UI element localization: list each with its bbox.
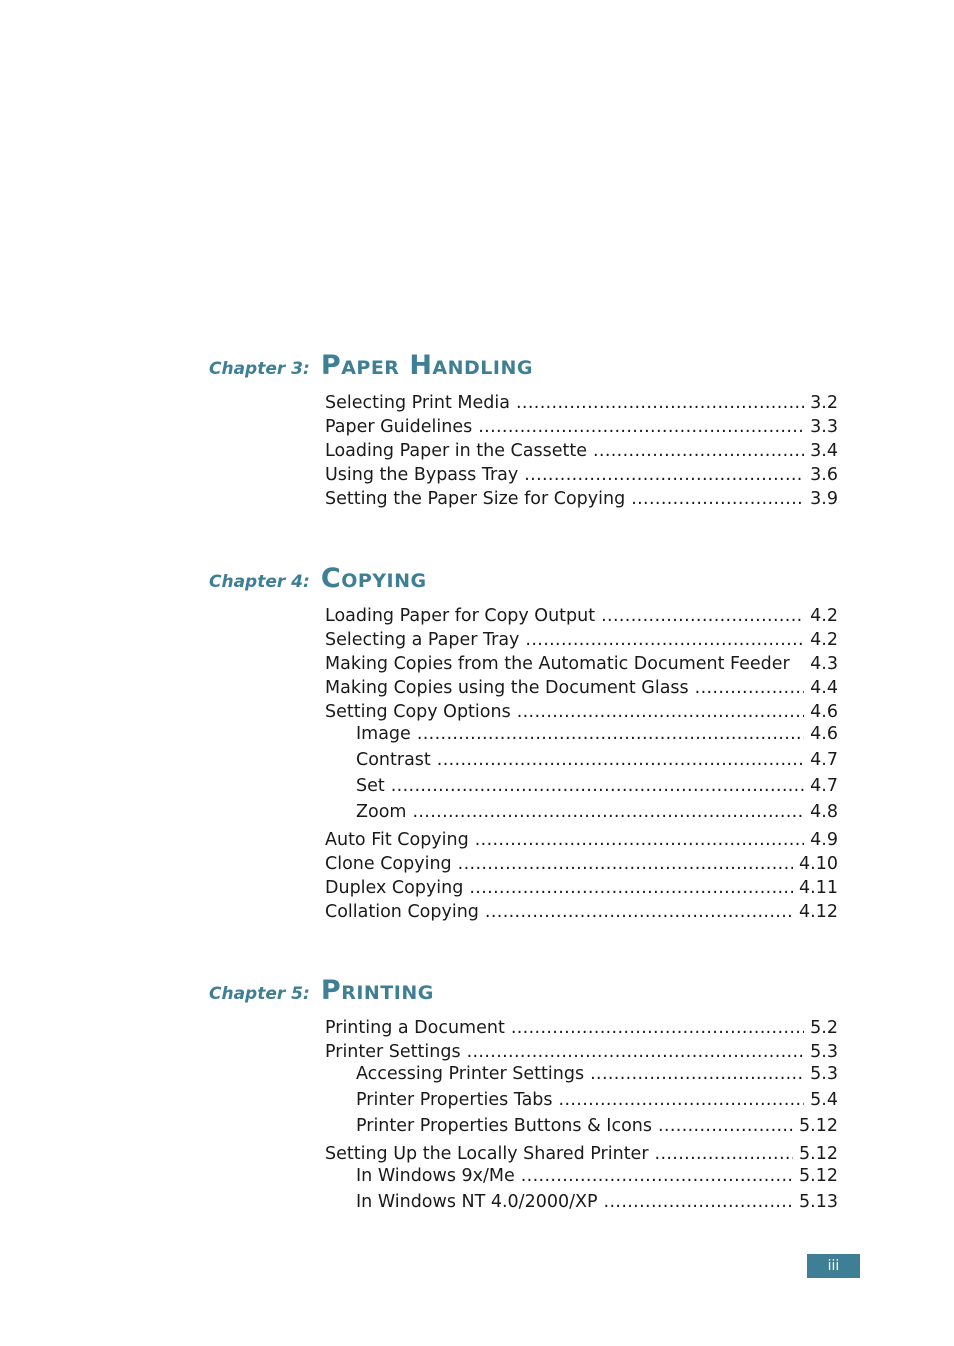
toc-entry[interactable]: Setting the Paper Size for Copying . . . 3.9 <box>325 487 838 511</box>
chapter-3-heading <box>209 350 533 381</box>
toc-subentry[interactable]: In Windows NT 4.0/2000/XP . . . 5.13 <box>356 1190 838 1214</box>
toc-entry[interactable]: Printer Settings . . . 5.3 <box>325 1040 838 1064</box>
toc-entry[interactable]: Making Copies from the Automatic Document Feeder 4.3 <box>325 654 838 674</box>
chapter-label: Chapter 5: <box>209 984 310 1004</box>
toc-entry[interactable]: Setting Up the Locally Shared Printer . . . 5.12 <box>325 1142 838 1166</box>
toc-subentry[interactable]: Set . . . 4.7 <box>356 774 838 798</box>
toc-subentry[interactable]: Printer Properties Buttons & Icons . . . 5.12 <box>356 1114 838 1138</box>
toc-entry[interactable]: Selecting a Paper Tray . . . 4.2 <box>325 628 838 652</box>
toc-subentry[interactable]: Image . . . 4.6 <box>356 722 838 746</box>
toc-entry[interactable]: Printing a Document . . . 5.2 <box>325 1016 838 1040</box>
chapter-title: Paper Handling <box>320 350 533 381</box>
toc-subentry[interactable]: In Windows 9x/Me . . . 5.12 <box>356 1164 838 1188</box>
toc-subentry[interactable]: Contrast . . . 4.7 <box>356 748 838 772</box>
toc-entry[interactable]: Loading Paper for Copy Output . . . 4.2 <box>325 604 838 628</box>
toc-entry[interactable]: Collation Copying . . . 4.12 <box>325 900 838 924</box>
chapter-title: Printing <box>320 975 434 1006</box>
chapter-4-heading <box>209 563 427 594</box>
toc-subentry[interactable]: Zoom . . . 4.8 <box>356 800 838 824</box>
chapter-title: Copying <box>320 563 427 594</box>
toc-entry[interactable]: Using the Bypass Tray . . . 3.6 <box>325 463 838 487</box>
chapter-label: Chapter 3: <box>209 359 310 379</box>
toc-entry[interactable]: Making Copies using the Document Glass . . . 4.4 <box>325 676 838 700</box>
toc-subentry[interactable]: Accessing Printer Settings . . . 5.3 <box>356 1062 838 1086</box>
page-number-badge: iii <box>807 1254 860 1278</box>
toc-entry[interactable]: Setting Copy Options . . . 4.6 <box>325 700 838 724</box>
toc-entry[interactable]: Loading Paper in the Cassette . . . 3.4 <box>325 439 838 463</box>
toc-entry[interactable]: Duplex Copying . . . 4.11 <box>325 876 838 900</box>
toc-entry[interactable]: Auto Fit Copying . . . 4.9 <box>325 828 838 852</box>
toc-entry[interactable]: Paper Guidelines . . . 3.3 <box>325 415 838 439</box>
toc-entry[interactable]: Selecting Print Media . . . 3.2 <box>325 391 838 415</box>
chapter-5-heading <box>209 975 434 1006</box>
chapter-label: Chapter 4: <box>209 572 310 592</box>
toc-entry[interactable]: Clone Copying . . . 4.10 <box>325 852 838 876</box>
toc-subentry[interactable]: Printer Properties Tabs . . . 5.4 <box>356 1088 838 1112</box>
